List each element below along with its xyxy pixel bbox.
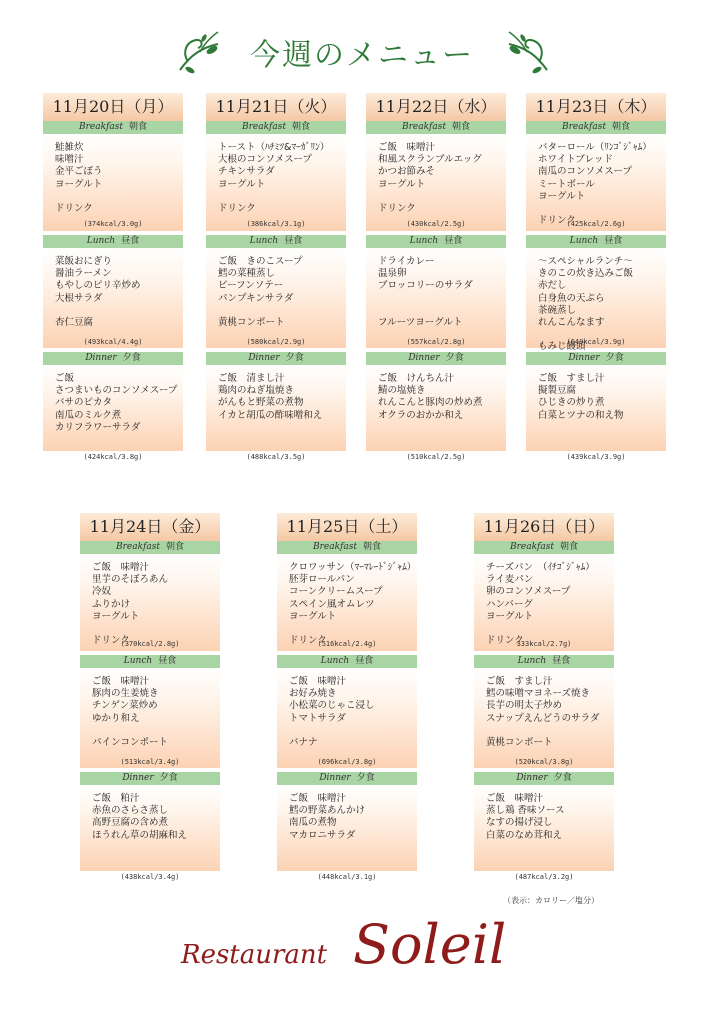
menu-item: コーンクリームスープ	[289, 586, 383, 598]
menu-item: パンプキンサラダ	[218, 292, 294, 304]
menu-item: ドリンク	[55, 203, 93, 215]
dinner-items	[55, 373, 178, 434]
menu-item: なすの揚げ浸し	[486, 817, 553, 829]
menu-item	[92, 623, 210, 635]
dinner-section	[80, 772, 220, 881]
day-column	[206, 93, 346, 461]
menu-item: 南瓜のコンソメスープ	[538, 166, 632, 178]
menu-item: スペイン風オムレツ	[289, 598, 375, 610]
breakfast-label-en: Breakfast	[241, 122, 286, 132]
breakfast-header	[474, 541, 614, 554]
day-date: 11月25日（土）	[277, 513, 417, 541]
lunch-header	[43, 235, 183, 248]
menu-item: カリフラワーサラダ	[55, 421, 141, 433]
dinner-label-jp: 夕食	[122, 353, 141, 363]
breakfast-section	[474, 541, 614, 651]
calorie-salt-info: 333kcal/2.7g)	[516, 640, 572, 648]
menu-item: 冷奴	[92, 586, 112, 598]
menu-item: クロワッサン（ﾏｰﾏﾚｰﾄﾞｼﾞｬﾑ）	[289, 562, 417, 573]
menu-item: ドリンク	[538, 215, 576, 227]
dinner-label-en: Dinner	[568, 353, 600, 363]
calorie-salt-info: (557kcal/2.8g)	[406, 338, 466, 346]
menu-item: ご飯 けんちん汁	[378, 373, 455, 384]
menu-item	[289, 725, 407, 737]
menu-item: 杏仁豆腐	[55, 317, 94, 329]
dinner-body	[474, 785, 614, 871]
breakfast-items	[378, 142, 496, 215]
menu-item: 鯖の塩焼き	[378, 385, 426, 397]
calorie-salt-info: (493kcal/4.4g)	[83, 338, 143, 346]
menu-item: パインコンポート	[92, 737, 169, 749]
lunch-section	[206, 235, 346, 348]
menu-item: バナナ	[289, 737, 318, 749]
day-column	[277, 513, 417, 881]
menu-item: 鮭雑炊	[55, 142, 84, 153]
dinner-items	[92, 793, 210, 842]
menu-item: ドリンク	[486, 635, 524, 647]
menu-item: ヨーグルト	[55, 178, 103, 190]
breakfast-body	[206, 134, 346, 231]
lunch-section	[366, 235, 506, 348]
lunch-label-jp: 昼食	[284, 236, 303, 246]
menu-item	[289, 623, 407, 635]
menu-item: 茶碗蒸し	[538, 304, 577, 316]
breakfast-section	[366, 121, 506, 231]
lunch-section	[80, 655, 220, 768]
menu-item: ミートボール	[538, 178, 595, 190]
calorie-salt-info: (370kcal/2.8g)	[120, 640, 180, 648]
calorie-salt-info: (430kcal/2.5g)	[406, 220, 466, 228]
lunch-body	[277, 668, 417, 768]
menu-item: れんこんなます	[538, 317, 605, 329]
breakfast-label-jp: 朝食	[451, 122, 470, 132]
lunch-label-en: Lunch	[123, 656, 153, 666]
menu-item: 鱈の味噌マヨネーズ焼き	[486, 688, 591, 700]
menu-item: ふりかけ	[92, 598, 131, 610]
menu-item: ビーフンソテー	[218, 280, 284, 292]
menu-item	[218, 305, 336, 317]
calorie-salt-info: (580kcal/2.9g)	[246, 338, 306, 346]
day-column	[526, 93, 666, 461]
calorie-salt-info: (487kcal/3.2g)	[514, 873, 574, 881]
dinner-items	[486, 793, 604, 842]
menu-item: ご飯 清まし汁	[218, 373, 285, 384]
breakfast-section	[277, 541, 417, 651]
lunch-body	[206, 248, 346, 348]
breakfast-label-jp: 朝食	[128, 122, 147, 132]
calorie-salt-info: (640kcal/3.9g)	[566, 338, 626, 346]
breakfast-items	[218, 142, 336, 215]
lunch-label-jp: 昼食	[158, 656, 177, 666]
lunch-header	[80, 655, 220, 668]
menu-item: ライ麦パン	[486, 574, 534, 586]
breakfast-items	[486, 562, 604, 647]
menu-item: ご飯 味噌汁	[289, 676, 347, 687]
lunch-label-en: Lunch	[517, 656, 547, 666]
dinner-label-jp: 夕食	[356, 773, 375, 783]
day-column	[474, 513, 614, 881]
menu-item: ご飯 味噌汁	[92, 676, 150, 687]
menu-item: 南瓜の煮物	[289, 817, 337, 829]
breakfast-label-en: Breakfast	[312, 542, 357, 552]
menu-item: ～スペシャルランチ～	[538, 256, 633, 267]
menu-item: 豚肉の生姜焼き	[92, 688, 159, 700]
breakfast-label-jp: 朝食	[611, 122, 630, 132]
menu-item: 醤油ラーメン	[55, 268, 112, 280]
menu-item: 和風スクランブルエッグ	[378, 154, 482, 166]
menu-item: 長芋の明太子炒め	[486, 700, 563, 712]
dinner-section	[277, 772, 417, 881]
lunch-body	[474, 668, 614, 768]
dinner-body	[206, 365, 346, 451]
menu-item: ヨーグルト	[378, 178, 426, 190]
menu-item: イカと胡瓜の酢味噌和え	[218, 409, 323, 421]
menu-item	[486, 725, 604, 737]
breakfast-section	[80, 541, 220, 651]
menu-item: 擬製豆腐	[538, 385, 577, 397]
menu-item: ご飯 すまし汁	[538, 373, 605, 384]
dinner-items	[378, 373, 496, 422]
lunch-header	[526, 235, 666, 248]
breakfast-label-en: Breakfast	[509, 542, 554, 552]
menu-item: ドリンク	[378, 203, 416, 215]
breakfast-items	[289, 562, 417, 647]
menu-item	[92, 725, 210, 737]
dinner-section	[43, 352, 183, 461]
menu-item: 温泉卵	[378, 268, 407, 280]
menu-item: もやしのピリ辛炒め	[55, 280, 141, 292]
menu-item: ドリンク	[218, 203, 256, 215]
lunch-label-jp: 昼食	[552, 656, 571, 666]
menu-item: かつお節みそ	[378, 166, 436, 178]
menu-item: 小松菜のじゃこ浸し	[289, 700, 375, 712]
lunch-label-en: Lunch	[320, 656, 350, 666]
calorie-salt-info: (516kcal/2.4g)	[317, 640, 377, 648]
day-date: 11月23日（木）	[526, 93, 666, 121]
dinner-label-en: Dinner	[85, 353, 117, 363]
lunch-label-en: Lunch	[409, 236, 439, 246]
breakfast-items	[55, 142, 173, 215]
menu-item: 赤だし	[538, 280, 567, 292]
lunch-section	[474, 655, 614, 768]
menu-item: 白菜のなめ茸和え	[486, 829, 563, 841]
breakfast-header	[206, 121, 346, 134]
menu-item: 大根サラダ	[55, 292, 103, 304]
lunch-label-en: Lunch	[86, 236, 116, 246]
page-title: 今週のメニュー	[250, 38, 474, 73]
menu-item: ドリンク	[92, 635, 130, 647]
legend-note: （表示：カロリー／塩分）	[503, 896, 599, 905]
breakfast-body	[366, 134, 506, 231]
calorie-salt-info: (513kcal/3.4g)	[120, 758, 180, 766]
breakfast-label-en: Breakfast	[115, 542, 160, 552]
menu-item: 鱈の菜種蒸し	[218, 268, 276, 280]
menu-item: 黄桃コンポート	[218, 317, 285, 329]
calorie-salt-info: (438kcal/3.4g)	[120, 873, 180, 881]
breakfast-header	[277, 541, 417, 554]
menu-item	[486, 623, 604, 635]
menu-item: ヨーグルト	[218, 178, 266, 190]
breakfast-header	[526, 121, 666, 134]
calorie-salt-info: (448kcal/3.1g)	[317, 873, 377, 881]
day-date: 11月24日（金）	[80, 513, 220, 541]
calorie-salt-info: (510kcal/2.5g)	[406, 453, 466, 461]
calorie-salt-info: (424kcal/3.8g)	[83, 453, 143, 461]
lunch-body	[80, 668, 220, 768]
dinner-section	[366, 352, 506, 461]
day-column	[43, 93, 183, 461]
menu-item: ドリンク	[289, 635, 327, 647]
day-date: 11月20日（月）	[43, 93, 183, 121]
dinner-section	[526, 352, 666, 461]
dinner-header	[80, 772, 220, 785]
menu-item: トースト（ﾊﾁﾐﾂ&ﾏｰｶﾞﾘﾝ）	[218, 142, 330, 153]
menu-item: フルーツヨーグルト	[378, 317, 463, 329]
menu-item	[55, 191, 173, 203]
breakfast-header	[43, 121, 183, 134]
menu-item	[218, 191, 336, 203]
lunch-body	[43, 248, 183, 348]
dinner-label-en: Dinner	[122, 773, 154, 783]
breakfast-label-jp: 朝食	[165, 542, 184, 552]
calorie-salt-info: (425kcal/2.6g)	[566, 220, 626, 228]
menu-item: 南瓜のミルク煮	[55, 409, 122, 421]
calorie-salt-info: (374kcal/3.0g)	[83, 220, 143, 228]
lunch-label-en: Lunch	[569, 236, 599, 246]
dinner-section	[474, 772, 614, 881]
menu-item: ハンバーグ	[486, 598, 533, 610]
breakfast-section	[43, 121, 183, 231]
menu-item: ゆかり和え	[92, 712, 140, 724]
menu-item: 大根のコンソメスープ	[218, 154, 312, 166]
breakfast-label-en: Breakfast	[561, 122, 606, 132]
menu-item: チーズパン （ｲﾁｺﾞｼﾞｬﾑ）	[486, 562, 595, 573]
lunch-section	[277, 655, 417, 768]
lunch-items	[486, 676, 604, 749]
menu-item: ヨーグルト	[486, 610, 534, 622]
menu-item: 蒸し鶏 香味ソース	[486, 805, 565, 817]
menu-item	[538, 203, 656, 215]
menu-item: ご飯 粕汁	[92, 793, 140, 804]
menu-item: ご飯 味噌汁	[92, 562, 150, 573]
lunch-label-jp: 昼食	[604, 236, 623, 246]
menu-item: ご飯 すまし汁	[486, 676, 553, 687]
dinner-items	[538, 373, 656, 422]
dinner-body	[80, 785, 220, 871]
dinner-label-jp: 夕食	[605, 353, 624, 363]
dinner-label-en: Dinner	[516, 773, 548, 783]
menu-item: ご飯 味噌汁	[378, 142, 436, 153]
menu-item: 卵のコンソメスープ	[486, 586, 571, 598]
menu-item: ドライカレー	[378, 256, 435, 267]
breakfast-body	[80, 554, 220, 651]
menu-item: ご飯 きのこスープ	[218, 256, 303, 267]
dinner-body	[277, 785, 417, 871]
menu-item: 高野豆腐の含め煮	[92, 817, 169, 829]
lunch-section	[526, 235, 666, 353]
lunch-items	[289, 676, 407, 749]
day-column	[366, 93, 506, 461]
dinner-header	[277, 772, 417, 785]
menu-item: 鱈の野菜あんかけ	[289, 805, 366, 817]
lunch-header	[206, 235, 346, 248]
menu-item: 胚芽ロールパン	[289, 574, 355, 586]
menu-item: チキンサラダ	[218, 166, 275, 178]
dinner-header	[474, 772, 614, 785]
dinner-header	[366, 352, 506, 365]
menu-item: 白身魚の天ぷら	[538, 292, 605, 304]
dinner-header	[43, 352, 183, 365]
dinner-label-en: Dinner	[319, 773, 351, 783]
menu-item: がんもと野菜の煮物	[218, 397, 304, 409]
menu-item: ヨーグルト	[538, 190, 586, 202]
dinner-body	[526, 365, 666, 451]
calorie-salt-info: (386kcal/3.1g)	[246, 220, 306, 228]
breakfast-label-jp: 朝食	[291, 122, 310, 132]
menu-item: スナップえんどうのサラダ	[486, 712, 600, 724]
menu-item: ヨーグルト	[92, 610, 140, 622]
calorie-salt-info: (488kcal/3.5g)	[246, 453, 306, 461]
dinner-label-en: Dinner	[248, 353, 280, 363]
dinner-label-jp: 夕食	[553, 773, 572, 783]
day-date: 11月26日（日）	[474, 513, 614, 541]
lunch-items	[218, 256, 336, 329]
breakfast-label-jp: 朝食	[362, 542, 381, 552]
lunch-label-en: Lunch	[249, 236, 279, 246]
dinner-label-jp: 夕食	[285, 353, 304, 363]
menu-item: チンゲン菜炒め	[92, 700, 158, 712]
menu-item	[378, 293, 496, 305]
menu-item: ご飯 味噌汁	[486, 793, 544, 804]
menu-item: ブロッコリーのサラダ	[378, 280, 473, 292]
dinner-label-jp: 夕食	[159, 773, 178, 783]
menu-item: トマトサラダ	[289, 712, 346, 724]
menu-item: 菜飯おにぎり	[55, 256, 113, 267]
menu-item: 鶏肉のねぎ塩焼き	[218, 385, 295, 397]
menu-item: ヨーグルト	[289, 610, 337, 622]
calorie-salt-info: (520kcal/3.8g)	[514, 758, 574, 766]
breakfast-label-en: Breakfast	[401, 122, 446, 132]
menu-item: れんこんと豚肉の炒め煮	[378, 397, 483, 409]
breakfast-body	[474, 554, 614, 651]
menu-item: バサのピカタ	[55, 397, 113, 409]
breakfast-body	[526, 134, 666, 231]
dinner-header	[526, 352, 666, 365]
menu-item: きのこの炊き込みご飯	[538, 268, 634, 280]
lunch-section	[43, 235, 183, 348]
lunch-body	[526, 248, 666, 353]
breakfast-body	[43, 134, 183, 231]
calorie-salt-info: (439kcal/3.9g)	[566, 453, 626, 461]
lunch-header	[366, 235, 506, 248]
menu-item: ホワイトブレッド	[538, 154, 613, 166]
menu-item: ほうれん草の胡麻和え	[92, 829, 188, 841]
dinner-section	[206, 352, 346, 461]
menu-item: バターロール（ﾘﾝｺﾞｼﾞｬﾑ）	[538, 142, 652, 153]
dinner-body	[43, 365, 183, 451]
breakfast-items	[538, 142, 656, 227]
lunch-items	[92, 676, 210, 749]
menu-item: ご飯 味噌汁	[289, 793, 347, 804]
menu-item: オクラのおかか和え	[378, 409, 464, 421]
dinner-label-en: Dinner	[408, 353, 440, 363]
breakfast-header	[366, 121, 506, 134]
menu-item	[378, 305, 496, 317]
dinner-body	[366, 365, 506, 451]
dinner-items	[289, 793, 407, 842]
menu-item: ひじきの炒り煮	[538, 397, 605, 409]
restaurant-label: Restaurant	[181, 940, 328, 970]
menu-item: 味噌汁	[55, 154, 84, 166]
lunch-body	[366, 248, 506, 348]
menu-item: 黄桃コンポート	[486, 737, 553, 749]
lunch-header	[474, 655, 614, 668]
menu-item: ご飯	[55, 373, 75, 384]
day-date: 11月21日（火）	[206, 93, 346, 121]
menu-item: 白菜とツナの和え物	[538, 409, 624, 421]
lunch-label-jp: 昼食	[444, 236, 463, 246]
menu-item: 金平ごぼう	[55, 166, 103, 178]
breakfast-label-jp: 朝食	[559, 542, 578, 552]
menu-item: 赤魚のさらさ蒸し	[92, 805, 169, 817]
menu-item	[378, 191, 496, 203]
menu-item	[55, 305, 173, 317]
menu-item: もみじ饅頭	[538, 341, 586, 353]
dinner-header	[206, 352, 346, 365]
menu-item: お好み焼き	[289, 688, 337, 700]
menu-item: さつまいものコンソメスープ	[55, 385, 178, 397]
lunch-label-jp: 昼食	[355, 656, 374, 666]
lunch-label-jp: 昼食	[121, 236, 140, 246]
restaurant-name-logo: Soleil	[353, 913, 507, 976]
menu-item: マカロニサラダ	[289, 829, 356, 841]
breakfast-body	[277, 554, 417, 651]
day-column	[80, 513, 220, 881]
breakfast-header	[80, 541, 220, 554]
lunch-items	[378, 256, 496, 329]
menu-item: 里芋のそぼろあん	[92, 574, 169, 586]
breakfast-items	[92, 562, 210, 647]
calorie-salt-info: (696kcal/3.8g)	[317, 758, 377, 766]
breakfast-label-en: Breakfast	[78, 122, 123, 132]
lunch-items	[55, 256, 173, 329]
breakfast-section	[526, 121, 666, 231]
breakfast-section	[206, 121, 346, 231]
dinner-items	[218, 373, 336, 422]
day-date: 11月22日（水）	[366, 93, 506, 121]
lunch-header	[277, 655, 417, 668]
dinner-label-jp: 夕食	[445, 353, 464, 363]
